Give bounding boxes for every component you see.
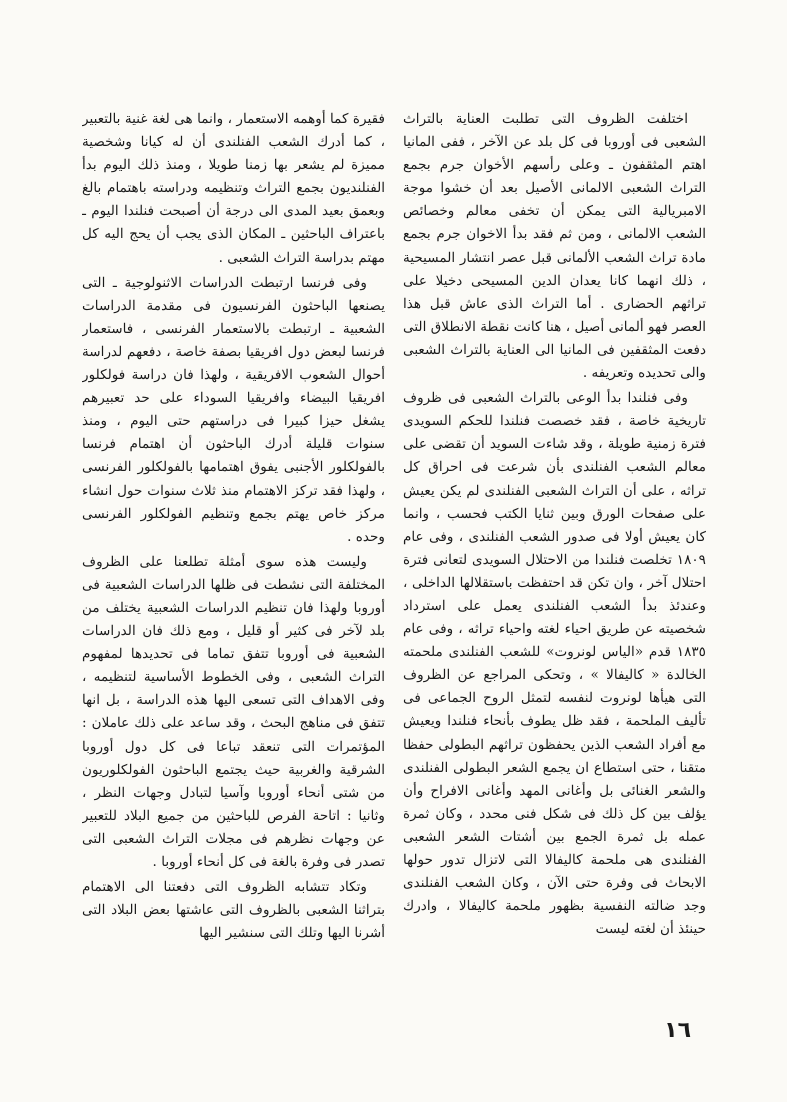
- paragraph: وفى فرنسا ارتبطت الدراسات الاثنولوجية ـ التى يصنعها الباحثون الفرنسيون فى مقدمة الدراسات الشعبية ـ ارتبطت بالاستعمار الفرنسى ، فاستعمار فرنسا لبعض دول افريقيا بصفة خاصة ، دفعهم لدراسة أحوال الشعوب الافريقية ، ولهذا فان دراسة فولكلور افريقيا البيضاء وافريقيا السوداء على حد تعبيرهم يشغل حيزا كبيرا فى دراستهم حتى اليوم ، ومنذ سنوات قليلة أدرك الباحثون أن اهتمام فرنسا بالفولكلور الأجنبى يفوق اهتمامها بالفولكلور الفرنسى ، ولهذا فقد تركز الاهتمام منذ ثلاث سنوات حول انشاء مركز خاص يهتم بجمع وتنظيم الفولكلور الفرنسى وحده .: [82, 274, 385, 545]
- paragraph: وليست هذه سوى أمثلة تطلعنا على الظروف المختلفة التى نشطت فى ظلها الدراسات الشعبية فى أوروبا ولهذا فان تنظيم الدراسات الشعبية يختلف من بلد لآخر فى كثير أو قليل ، ومع ذلك فان الدراسات الشعبية فى أوروبا تتفق تماما فى تحديدها لمفهوم التراث الشعبى ، وفى الخطوط الأساسية لتنظيمه ، وفى الاهداف التى تسعى اليها هذه الدراسة ، بل انها تتفق فى مناهج البحث ، وقد ساعد على ذلك عاملان : المؤتمرات التى تنعقد تباعا فى كل دول أوروبا الشرقية والغربية حيث يجتمع الباحثون الفولكلوريون من شتى أنحاء أوروبا وآسيا لتبادل وجهات النظر ، وثانيا : اتاحة الفرص للباحثين من جميع البلاد للتعبير عن وجهات نظرهم فى مجلات التراث الشعبى التى تصدر فى وفرة بالغة فى كل أنحاء أوروبا .: [82, 553, 385, 870]
- left-text-column: [82, 108, 385, 996]
- paragraph: فقيرة كما أوهمه الاستعمار ، وانما هى لغة غنية بالتعبير ، كما أدرك الشعب الفنلندى أن له كيانا وشخصية مميزة لم يشعر بها زمنا طويلا ، ومنذ ذلك اليوم بدأ الفنلنديون بجمع التراث وتنظيمه ودراسته باهتمام بالغ وبعمق بعيد المدى الى درجة أن أصبحت فنلندا اليوم ـ باعتراف الباحثين ـ المكان الذى يجب أن يحج اليه كل مهتم بدراسة التراث الشعبى .: [82, 111, 385, 266]
- paragraph: وتكاد تتشابه الظروف التى دفعتنا الى الاهتمام بتراثنا الشعبى بالظروف التى عاشتها بعض البلاد التى أشرنا اليها وتلك التى سنشير اليها: [82, 879, 385, 942]
- right-text-column: [403, 108, 706, 996]
- paragraph: وفى فنلندا بدأ الوعى بالتراث الشعبى فى ظروف تاريخية خاصة ، فقد خصصت فنلندا للحكم السويدى فترة زمنية طويلة ، وقد شاءت السويد أن تقضى على معالم الشعب الفنلندى بأن شرعت فى احراق كل تراثه ، على أن التراث الشعبى الفنلندى لم يكن يعيش على صفحات الورق وبين ثنايا الكتب فحسب ، وانما كان يعيش أولا فى صدور الشعب الفنلندى ، وفى عام ١٨٠٩ تخلصت فنلندا من الاحتلال السويدى لتعانى فترة احتلال آخر ، وان تكن قد احتفظت باستقلالها الداخلى ، وعندئذ بدأ الشعب الفنلندى يعمل على استرداد شخصيته عن طريق احياء لغته واحياء تراثه ، وفى عام ١٨٣٥ قدم «الياس لونروت» للشعب الفنلندى ملحمته الخالدة « كاليفالا » ، وتحكى المراجع عن الظروف التى هيأها لونروت لنفسه لتمثل الروح الجماعى فى تأليف الملحمة ، فقد ظل يطوف بأنحاء فنلندا ويعيش مع أفراد الشعب الذين يحفظون تراثهم البطولى حفظا متقنا ، حتى استطاع ان يجمع الشعر البطولى الفنلندى والشعر الغنائى بل وأغانى المهد وأغانى الافراح وأن يؤلف بين كل ذلك فى شكل فنى محدد ، وكان ثمرة عمله بل ثمرة الجمع بين أشتات الشعر الشعبى الفنلندى هى ملحمة كاليفالا التى لاتزال تدور حولها الابحاث فى وفرة حتى الآن ، وكان الشعب الفنلندى وجد ضالته النفسية بظهور ملحمة كاليفالا ، وادرك حينئذ أن لغته ليست: [403, 390, 706, 938]
- paragraph: اختلفت الظروف التى تطلبت العناية بالتراث الشعبى فى أوروبا فى كل بلد عن الآخر ، ففى المانيا اهتم المثقفون ـ وعلى رأسهم الأخوان جرم بجمع التراث الشعبى الالمانى الأصيل بعد أن خشوا موجة الامبريالية التى يمكن أن تخفى معالم وخصائص الشعب الالمانى ، ومن ثم فقد بدأ الاخوان جرم بجمع مادة تراث الشعب الألمانى قبل عصر انتشار المسيحية ، ذلك انهما كانا يعدان الدين المسيحى دخيلا على تراثهم الحضارى . أما التراث الذى عاش قبل هذا العصر فهو ألمانى أصيل ، هنا كانت نقطة الانطلاق التى دفعت المثقفين فى المانيا الى العناية بالتراث الشعبى والى تحديده وتعريفه .: [403, 111, 706, 382]
- page-number: ١٦: [664, 1018, 691, 1043]
